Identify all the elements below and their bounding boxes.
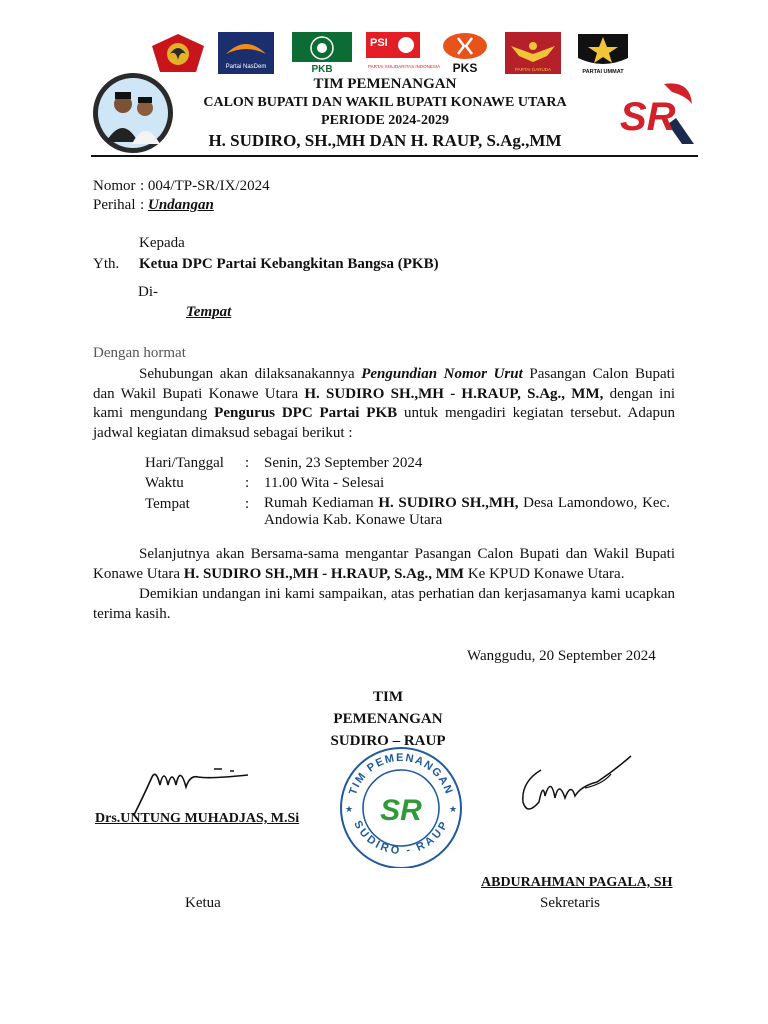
nomor-value: : 004/TP-SR/IX/2024: [140, 178, 270, 194]
schedule-place-row: [145, 495, 670, 531]
pkb-label: PKB: [311, 64, 333, 75]
sr-logo-text: SR: [620, 95, 676, 139]
stamp-top-text: TIM PEMENANGAN: [347, 751, 455, 797]
p2-text-c: Ke KPUD Konawe Utara.: [464, 565, 625, 582]
header-team: TIM PEMENANGAN: [313, 76, 457, 92]
secretary-role: Sekretaris: [540, 895, 600, 911]
p1-text-a: Sehubungan akan dilaksanakannya: [139, 366, 362, 382]
schedule-colon: :: [245, 455, 250, 471]
ummat-label: PARTAI UMMAT: [582, 69, 624, 75]
team-line-3: SUDIRO – RAUP: [330, 733, 446, 749]
perihal-label: Perihal: [93, 197, 136, 213]
schedule-colon: :: [245, 475, 250, 491]
place-date: Wanggudu, 20 September 2024: [467, 648, 656, 664]
header-divider: [91, 155, 698, 157]
right-signature: [515, 752, 640, 824]
chair-role: Ketua: [185, 895, 221, 911]
chair-name: Drs.UNTUNG MUHADJAS, M.Si: [95, 811, 300, 826]
garuda-party-label: PARTAI GARUDA: [514, 67, 552, 72]
header-period: PERIODE 2024-2029: [321, 113, 449, 128]
team-line-2: PEMENANGAN: [333, 711, 443, 727]
header-names: H. SUDIRO, SH.,MH DAN H. RAUP, S.Ag.,MM: [208, 131, 562, 150]
paragraph-2: [93, 545, 675, 584]
yth-label: Yth.: [93, 256, 120, 272]
schedule-place-label: Tempat: [145, 496, 190, 512]
schedule-day-row: [145, 454, 670, 474]
p1-invitee: Pengurus DPC Partai PKB: [214, 405, 398, 421]
schedule-time-row: [145, 474, 670, 494]
pks-label: PKS: [452, 61, 478, 75]
stamp-star-right: ★: [449, 804, 458, 814]
salutation: Dengan hormat: [93, 345, 186, 361]
nasdem-label: Partai NasDem: [225, 64, 267, 70]
place-host: H. SUDIRO SH.,MH,: [378, 495, 519, 511]
schedule-time-label: Waktu: [145, 475, 184, 491]
schedule-time-value: 11.00 Wita - Selesai: [264, 475, 385, 491]
secretary-name: ABDURAHMAN PAGALA, SH: [481, 875, 673, 890]
psi-logo: [366, 32, 441, 74]
team-line-1: TIM: [373, 689, 403, 705]
sr-logo: [616, 78, 698, 150]
nomor-label: Nomor: [93, 178, 136, 194]
p1-text-e: dengan ini kami mengundang: [93, 385, 675, 421]
recipient: Ketua DPC Partai Kebangkitan Bangsa (PKB): [139, 256, 439, 272]
gerindra-logo: [150, 32, 206, 74]
ummat-logo: [574, 32, 632, 74]
p2-text-a: Selanjutnya akan Bersama-sama mengantar Pasangan Calon Bupati dan Wakil Bupati Konawe Utara: [93, 546, 675, 582]
p1-text-c: Pasangan Calon Bupati dan Wakil Bupati Konawe Utara: [93, 366, 676, 402]
perihal-colon: :: [140, 197, 145, 213]
p2-candidates: H. SUDIRO SH.,MH - H.RAUP, S.Ag., MM: [183, 565, 465, 582]
p1-text-g: untuk mengadiri kegiatan tersebut. Adapun jadwal kegiatan dimaksud sebagai berikut :: [93, 405, 676, 441]
stamp-star-left: ★: [345, 804, 354, 814]
psi-sublabel: PARTAI SOLIDARITAS INDONESIA: [368, 64, 441, 69]
place-text-a: Rumah Kediaman: [264, 495, 379, 511]
candidate-photo: [92, 72, 174, 154]
pks-logo: [440, 32, 490, 74]
schedule-day-value: Senin, 23 September 2024: [264, 455, 423, 471]
paragraph-1: [93, 365, 675, 443]
pkb-logo: [292, 32, 352, 74]
schedule-colon: :: [245, 496, 250, 512]
psi-label: PSI: [370, 37, 388, 49]
header-candidates: CALON BUPATI DAN WAKIL BUPATI KONAWE UTARA: [203, 95, 567, 110]
p1-event: Pengundian Nomor Urut: [361, 366, 523, 382]
perihal-value: Undangan: [148, 197, 214, 213]
schedule-place-value: [264, 495, 670, 528]
kepada-label: Kepada: [139, 235, 185, 251]
p1-candidates: H. SUDIRO SH.,MH - H.RAUP, S.Ag., MM,: [304, 385, 604, 402]
garuda-party-logo: [505, 32, 561, 74]
team-stamp: [336, 746, 466, 868]
nasdem-logo: [218, 32, 274, 74]
di-label: Di-: [138, 284, 158, 300]
stamp-bottom-text: SUDIRO - RAUP: [351, 818, 451, 858]
schedule-day-label: Hari/Tanggal: [145, 455, 224, 471]
place-text-c: Desa Lamondowo, Kec. Andowia Kab. Konawe Utara: [264, 495, 670, 528]
stamp-center-logo: SR: [380, 794, 422, 827]
paragraph-3: Demikian undangan ini kami sampaikan, atas perhatian dan kerjasamanya kami ucapkan terima kasih.: [93, 586, 675, 622]
tempat-label: Tempat: [186, 304, 232, 320]
